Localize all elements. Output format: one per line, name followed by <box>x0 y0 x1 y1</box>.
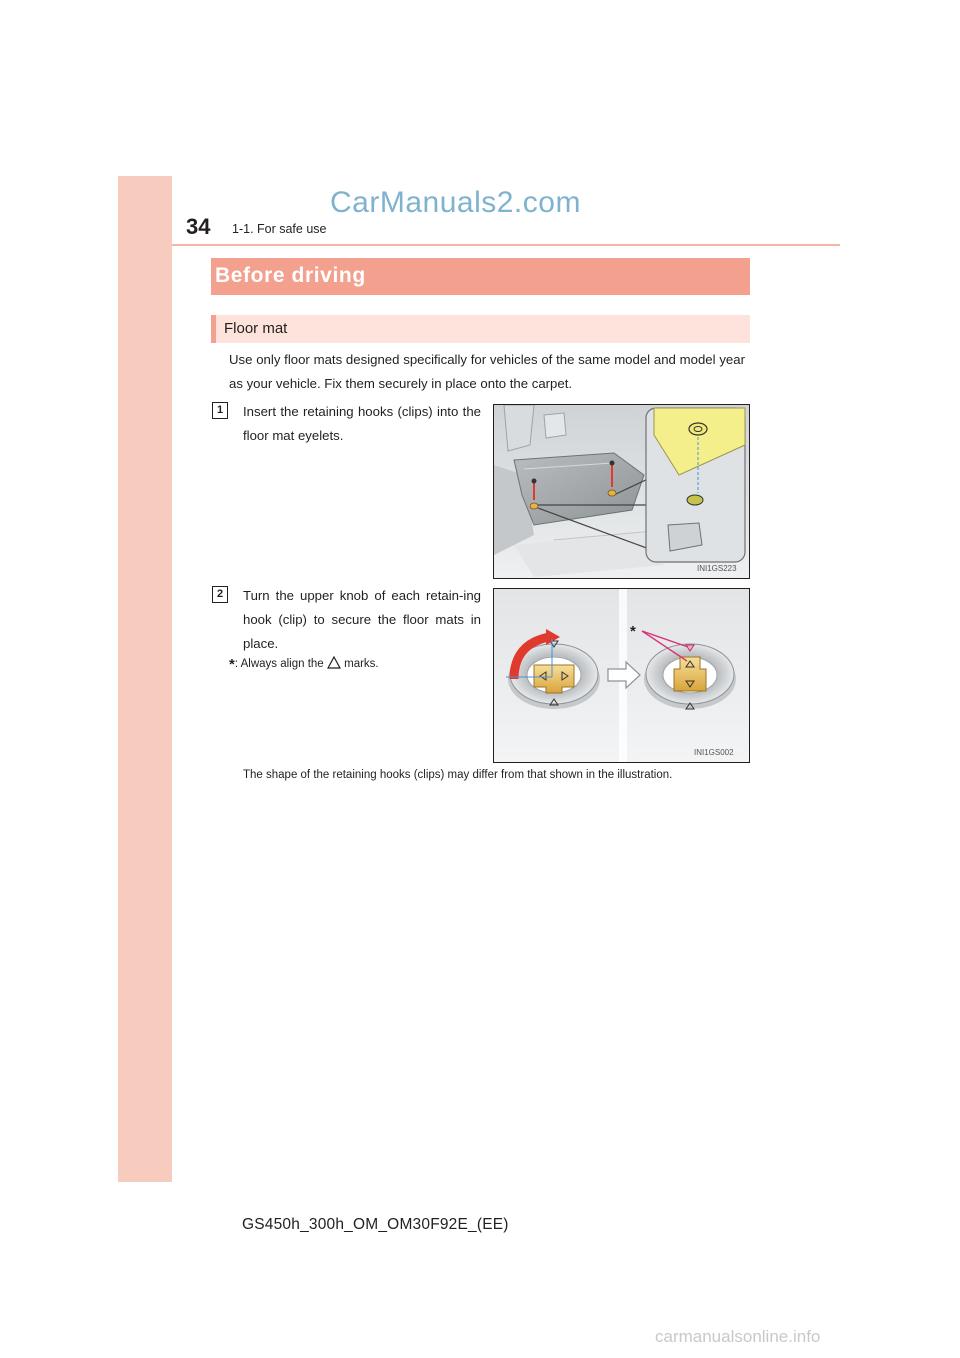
footer-document-code: GS450h_300h_OM_OM30F92E_(EE) <box>242 1216 509 1233</box>
step-number-1: 1 <box>212 402 228 419</box>
note-prefix: : Always align the <box>234 658 324 670</box>
section-reference: 1-1. For safe use <box>232 222 327 236</box>
triangle-mark-icon <box>327 656 341 669</box>
note-suffix: marks. <box>344 658 379 670</box>
step-number-2: 2 <box>212 586 228 603</box>
alignment-note <box>229 656 379 673</box>
note-star: * <box>229 656 235 673</box>
step-1-text: Insert the retaining hooks (clips) into the floor mat eyelets. <box>243 404 481 443</box>
watermark-bottom[interactable]: carmanualsonline.info <box>655 1327 821 1346</box>
intro-paragraph: Use only floor mats designed specifically for vehicles of the same model and model year as your vehicle. Fix them securely in place onto the carpet. <box>229 352 745 391</box>
subsection-heading: Floor mat <box>211 315 750 343</box>
step-2-text: Turn the upper knob of each retain-ing hook (clip) to secure the floor mats in place. <box>243 588 481 651</box>
figure-floor-mat-hooks <box>493 404 750 579</box>
figure-hook-rotation <box>493 588 750 763</box>
illustration-caption: The shape of the retaining hooks (clips) may differ from that shown in the illustration. <box>243 769 673 781</box>
figure-1-code: INI1GS223 <box>697 564 737 573</box>
figure-2-code: INI1GS002 <box>694 748 734 757</box>
floor-mat-illustration <box>494 405 749 578</box>
watermark-top[interactable]: CarManuals2.com <box>330 186 581 219</box>
figure-2-star: * <box>630 623 636 640</box>
section-heading: Before driving <box>211 258 750 295</box>
hook-rotation-illustration <box>494 589 749 762</box>
page-number: 34 <box>186 214 211 239</box>
header-rule <box>172 244 840 246</box>
side-band <box>118 176 172 1182</box>
